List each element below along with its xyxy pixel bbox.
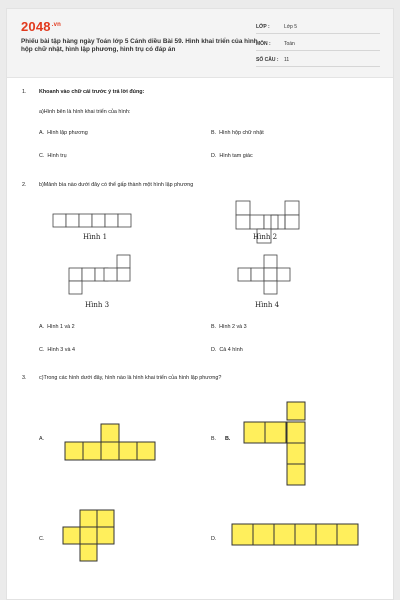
q1-option-d[interactable]: D. Hình tam giác (211, 153, 253, 159)
q1-option-b[interactable]: B. Hình hộp chữ nhật (211, 130, 264, 136)
meta-question-count: SỐ CÂU : 11 (256, 57, 289, 63)
q1-option-c[interactable]: C. Hình trụ (39, 153, 67, 159)
caption-hinh-1: Hình 1 (83, 233, 108, 241)
net-hinh-4 (238, 255, 290, 294)
net-option-b (244, 402, 305, 485)
q2-option-a[interactable]: A. Hình 1 và 2 (39, 324, 75, 330)
q2-option-c[interactable]: C. Hình 3 và 4 (39, 347, 75, 353)
net-hinh-3 (69, 255, 130, 294)
net-option-a (65, 424, 155, 460)
caption-hinh-2: Hình 2 (253, 233, 278, 241)
q3-label-a[interactable]: A. (39, 436, 45, 442)
meta-grade: LỚP : Lớp 5 (256, 24, 297, 30)
net-option-c (63, 510, 114, 561)
q1-option-a[interactable]: A. Hình lập phương (39, 130, 88, 136)
q3-number: 3. (22, 375, 27, 381)
site-logo[interactable]: $2048^{.vn}$ (21, 19, 62, 34)
worksheet-page (6, 8, 394, 600)
q1-number: 1. (22, 89, 27, 95)
q3-label-d[interactable]: D. (211, 536, 217, 542)
q2-option-b[interactable]: B. Hình 2 và 3 (211, 324, 247, 330)
caption-hinh-3: Hình 3 (85, 301, 110, 309)
meta-subject: MÔN : Toán (256, 41, 295, 47)
q2-prompt: b)Mảnh bìa nào dưới đây có thể gấp thành một hình lập phương (39, 182, 194, 188)
q3-label-c[interactable]: C. (39, 536, 45, 542)
q2-option-d[interactable]: D. Cả 4 hình (211, 347, 243, 353)
q1-prompt: a)Hình bên là hình khai triển của hình: (39, 109, 131, 115)
q2-number: 2. (22, 182, 27, 188)
caption-hinh-4: Hình 4 (255, 301, 280, 309)
q3-prompt: c)Trong các hình dưới đây, hình nào là hình khai triển của hình lập phương? (39, 375, 222, 381)
q1-heading: Khoanh vào chữ cái trước ý trả lời đúng: (39, 89, 145, 95)
net-hinh-1 (53, 214, 131, 227)
q3-label-b[interactable]: B. (211, 436, 217, 442)
net-option-d (232, 524, 358, 545)
worksheet-title: Phiếu bài tập hàng ngày Toán lớp 5 Cánh diều Bài 59. Hình khai triển của hình hộp chữ nhật, hình lập phương, hình trụ có đáp án (21, 38, 258, 54)
q3-label-b-repeat: B. (225, 436, 231, 442)
nets-drawing (7, 9, 393, 600)
